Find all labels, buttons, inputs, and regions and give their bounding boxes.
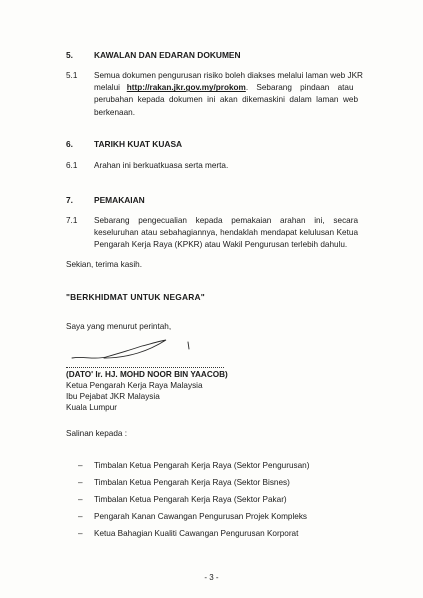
signatory-city: Kuala Lumpur [66,403,117,412]
paragraph-line: berkenaan. [94,107,135,117]
paragraph-text: . Sebarang pindaan atau [245,83,354,93]
section-title: KAWALAN DAN EDARAN DOKUMEN [94,50,241,60]
paragraph-line: Arahan ini berkuatkuasa serta merta. [94,161,229,170]
copy-recipient: Timbalan Ketua Pengarah Kerja Raya (Sektor Pakar) [94,495,287,504]
list-dash: – [78,478,83,487]
section-number: 7. [66,195,73,205]
prokom-link[interactable]: http://rakan.jkr.gov.my/prokom [126,83,246,93]
list-dash: – [78,529,83,538]
copy-recipient: Pengarah Kanan Cawangan Pengurusan Projek Kompleks [94,512,308,521]
list-dash: – [78,512,83,521]
paragraph-number: 5.1 [66,71,78,80]
copies-heading: Salinan kepada : [66,429,127,438]
signatory-title: Ketua Pengarah Kerja Raya Malaysia [66,381,203,390]
paragraph-line: Pengarah Kerja Raya (KPKR) atau Wakil Pengurusan terlebih dahulu. [94,240,348,250]
copy-recipient: Timbalan Ketua Pengarah Kerja Raya (Sektor Bisnes) [94,478,290,487]
signatory-name: (DATO' Ir. HJ. MOHD NOOR BIN YAACOB) [66,370,228,379]
section-5-heading [66,50,241,60]
copy-recipient: Ketua Bahagian Kualiti Cawangan Pengurusan Korporat [94,529,299,538]
handwritten-signature [70,336,210,366]
paragraph-line: perubahan kepada dokumen ini akan dikemaskini dalam laman web [94,95,358,105]
paragraph-number: 7.1 [66,216,78,225]
paragraph-number: 6.1 [66,161,78,170]
copy-recipient: Timbalan Ketua Pengarah Kerja Raya (Sektor Pengurusan) [94,461,310,470]
paragraph-line: Semua dokumen pengurusan risiko boleh diakses melalui laman web JKR [94,71,363,80]
obedient-line: Saya yang menurut perintah, [66,322,172,331]
signature-line [66,367,224,368]
slogan: "BERKHIDMAT UNTUK NEGARA" [66,292,205,302]
paragraph-7-1 [66,215,358,253]
paragraph-line: Sebarang pengecualian kepada pemakaian arahan ini, secara [94,216,358,225]
list-dash: – [78,495,83,504]
page-number: - 3 - [204,573,219,582]
paragraph-6-1 [66,160,358,174]
section-number: 5. [66,50,73,60]
section-number: 6. [66,139,73,149]
paragraph-line: keseluruhan atau sebahagiannya, hendaklah mendapat kelulusan Ketua [94,228,358,238]
section-title: TARIKH KUAT KUASA [94,139,183,149]
closing-text: Sekian, terima kasih. [66,260,142,269]
section-7-heading [66,195,145,205]
paragraph-text: melalui [94,83,120,93]
paragraph-line-with-link [94,82,358,94]
signatory-office: Ibu Pejabat JKR Malaysia [66,392,160,401]
section-6-heading [66,139,182,149]
list-dash: – [78,461,83,470]
section-title: PEMAKAIAN [94,195,145,205]
paragraph-5-1 [66,70,363,120]
